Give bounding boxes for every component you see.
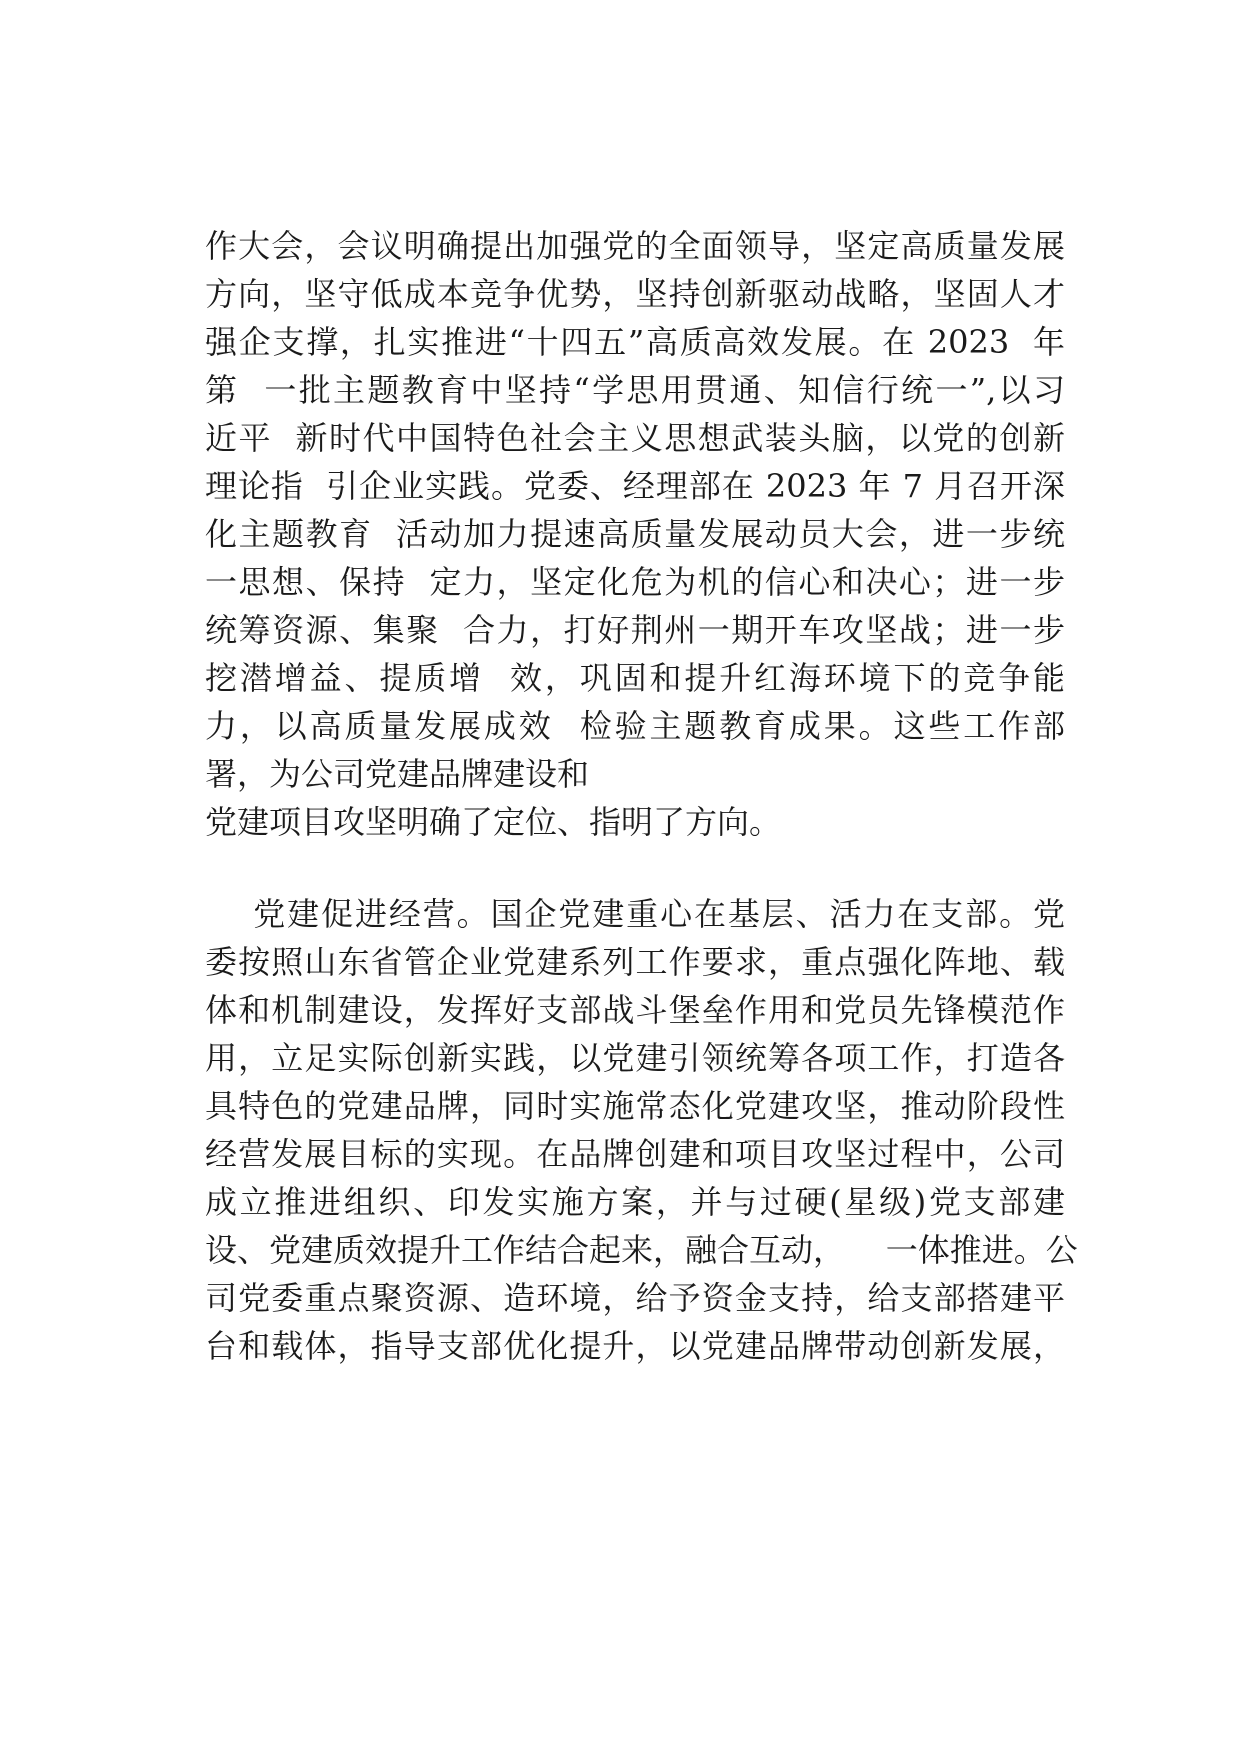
paragraph-line: 一思想、保持 定力，坚定化危为机的信心和决心；进一步 <box>205 563 1065 601</box>
paragraph-1 <box>205 222 1065 846</box>
paragraph-line: 署，为公司党建品牌建设和 <box>205 755 590 793</box>
paragraph-line: 近平 新时代中国特色社会主义思想武装头脑，以党的创新 <box>205 419 1065 457</box>
paragraph-2 <box>205 890 1078 1370</box>
paragraph-line: 方向，坚守低成本竞争优势，坚持创新驱动战略，坚固人才 <box>205 275 1065 313</box>
paragraph-line: 党建促进经营。国企党建重心在基层、活力在支部。党 <box>205 895 1065 933</box>
paragraph-line: 用，立足实际创新实践，以党建引领统筹各项工作，打造各 <box>205 1039 1065 1077</box>
paragraph-line: 理论指 引企业实践。党委、经理部在 2023 年 7 月召开深 <box>205 467 1065 505</box>
paragraph-line: 挖潜增益、提质增 效，巩固和提升红海环境下的竞争能 <box>205 659 1065 697</box>
paragraph-line: 强企支撑，扎实推进“十四五”高质高效发展。在 2023 年 <box>205 323 1065 361</box>
paragraph-line: 设、党建质效提升工作结合起来，融合互动， 一体推进。公 <box>205 1231 1078 1269</box>
paragraph-line: 党建项目攻坚明确了定位、指明了方向。 <box>205 803 782 841</box>
paragraph-line: 作大会，会议明确提出加强党的全面领导，坚定高质量发展 <box>205 227 1065 265</box>
paragraph-line: 体和机制建设，发挥好支部战斗堡垒作用和党员先锋模范作 <box>205 991 1065 1029</box>
paragraph-line: 具特色的党建品牌，同时实施常态化党建攻坚，推动阶段性 <box>205 1087 1065 1125</box>
paragraph-line: 司党委重点聚资源、造环境，给予资金支持，给支部搭建平 <box>205 1279 1065 1317</box>
paragraph-line: 第 一批主题教育中坚持“学思用贯通、知信行统一”,以习 <box>205 371 1065 409</box>
paragraph-line: 化主题教育 活动加力提速高质量发展动员大会，进一步统 <box>205 515 1065 553</box>
paragraph-line: 经营发展目标的实现。在品牌创建和项目攻坚过程中，公司 <box>205 1135 1065 1173</box>
paragraph-line: 台和载体，指导支部优化提升，以党建品牌带动创新发展， <box>205 1327 1065 1365</box>
paragraph-line: 委按照山东省管企业党建系列工作要求，重点强化阵地、载 <box>205 943 1065 981</box>
paragraph-line: 成立推进组织、印发实施方案，并与过硬(星级)党支部建 <box>205 1183 1065 1221</box>
paragraph-line: 统筹资源、集聚 合力，打好荆州一期开车攻坚战；进一步 <box>205 611 1065 649</box>
paragraph-line: 力，以高质量发展成效 检验主题教育成果。这些工作部 <box>205 707 1065 745</box>
